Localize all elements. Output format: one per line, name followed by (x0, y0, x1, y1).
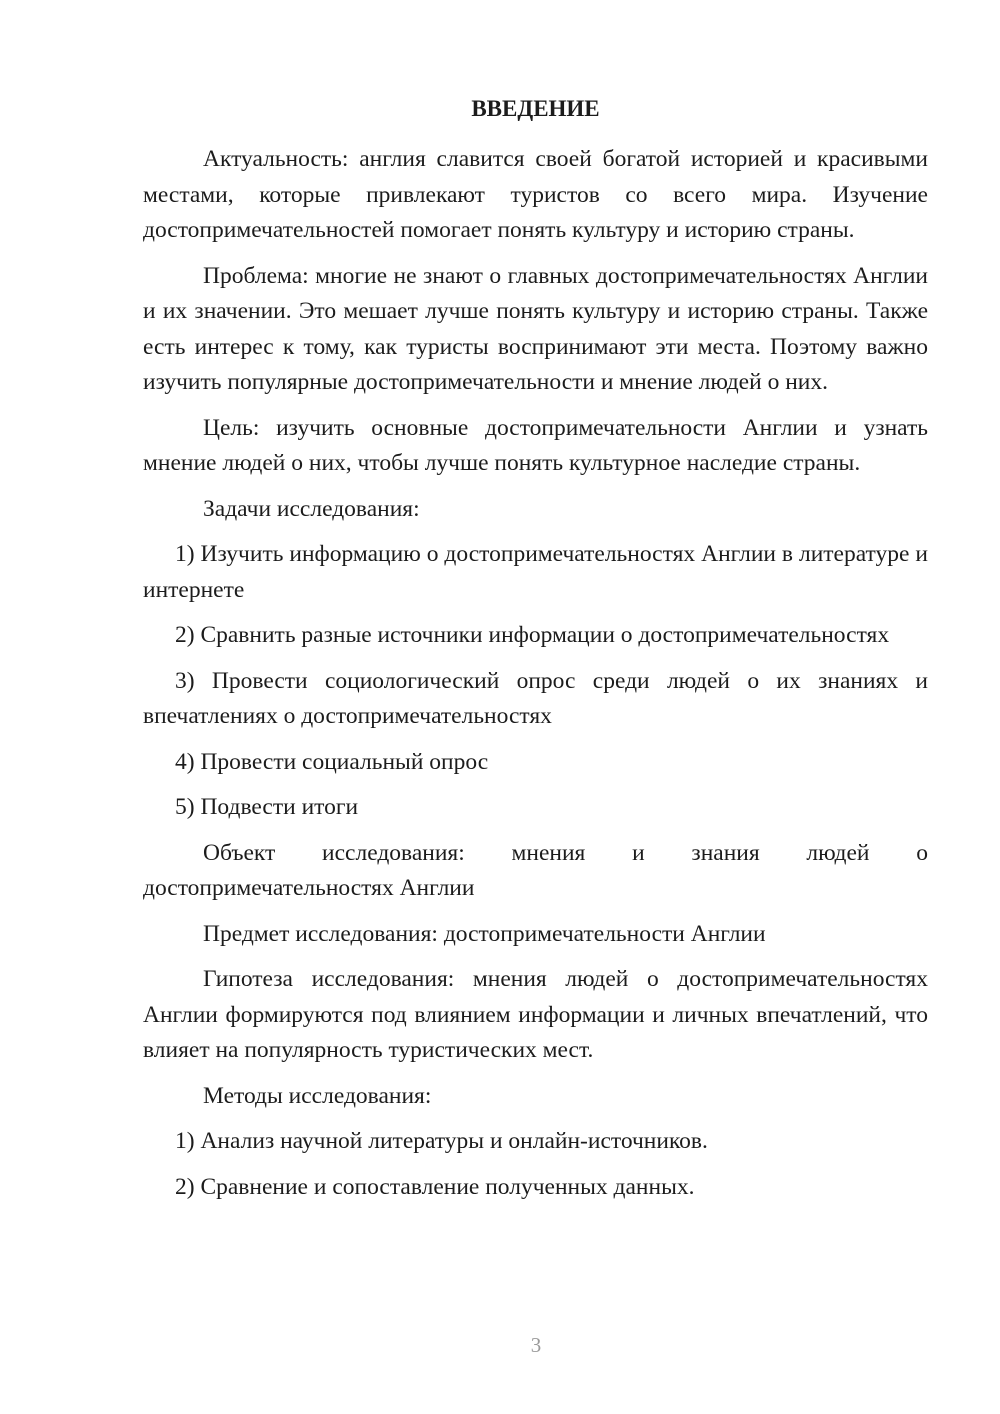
page-number: 3 (530, 1333, 542, 1357)
methods-heading: Методы исследования: (203, 1082, 432, 1109)
document-body (143, 94, 928, 1215)
task-item: 2) Сравнить разные источники информации о достопримечательностях (175, 622, 890, 648)
paragraph-object: Объект исследования: мнения и знания людей о достопримечательностях Англии (143, 839, 928, 901)
task-item: 3) Провести социологический опрос среди людей о их знаниях и впечатлениях о достопримечательностях (143, 667, 928, 729)
method-item: 1) Анализ научной литературы и онлайн-источников. (175, 1128, 708, 1154)
paragraph-subject: Предмет исследования: достопримечательности Англии (203, 920, 766, 947)
task-item: 1) Изучить информацию о достопримечательностях Англии в литературе и интернете (143, 541, 928, 603)
paragraph-relevance: Актуальность: англия славится своей богатой историей и красивыми местами, которые привлекают туристов со всего мира. Изучение достопримечательностей помогает понять культуру и историю страны. (143, 146, 928, 243)
task-item: 5) Подвести итоги (175, 794, 359, 820)
page-title: ВВЕДЕНИЕ (471, 96, 600, 121)
task-item: 4) Провести социальный опрос (175, 748, 489, 775)
paragraph-problem: Проблема: многие не знают о главных достопримечательностях Англии и их значении. Это мешает лучше понять культуру и историю страны. Также есть интерес к тому, как туристы воспринимают эти места. Поэтому важно изучить популярные достопримечательности и мнение людей о них. (143, 262, 928, 395)
paragraph-goal: Цель: изучить основные достопримечательности Англии и узнать мнение людей о них, чтобы лучше понять культурное наследие страны. (143, 414, 928, 476)
method-item: 2) Сравнение и сопоставление полученных данных. (175, 1173, 695, 1200)
paragraph-hypothesis: Гипотеза исследования: мнения людей о достопримечательностях Англии формируются под влиянием информации и личных впечатлений, что влияет на популярность туристических мест. (143, 966, 928, 1063)
tasks-heading: Задачи исследования: (203, 495, 420, 522)
